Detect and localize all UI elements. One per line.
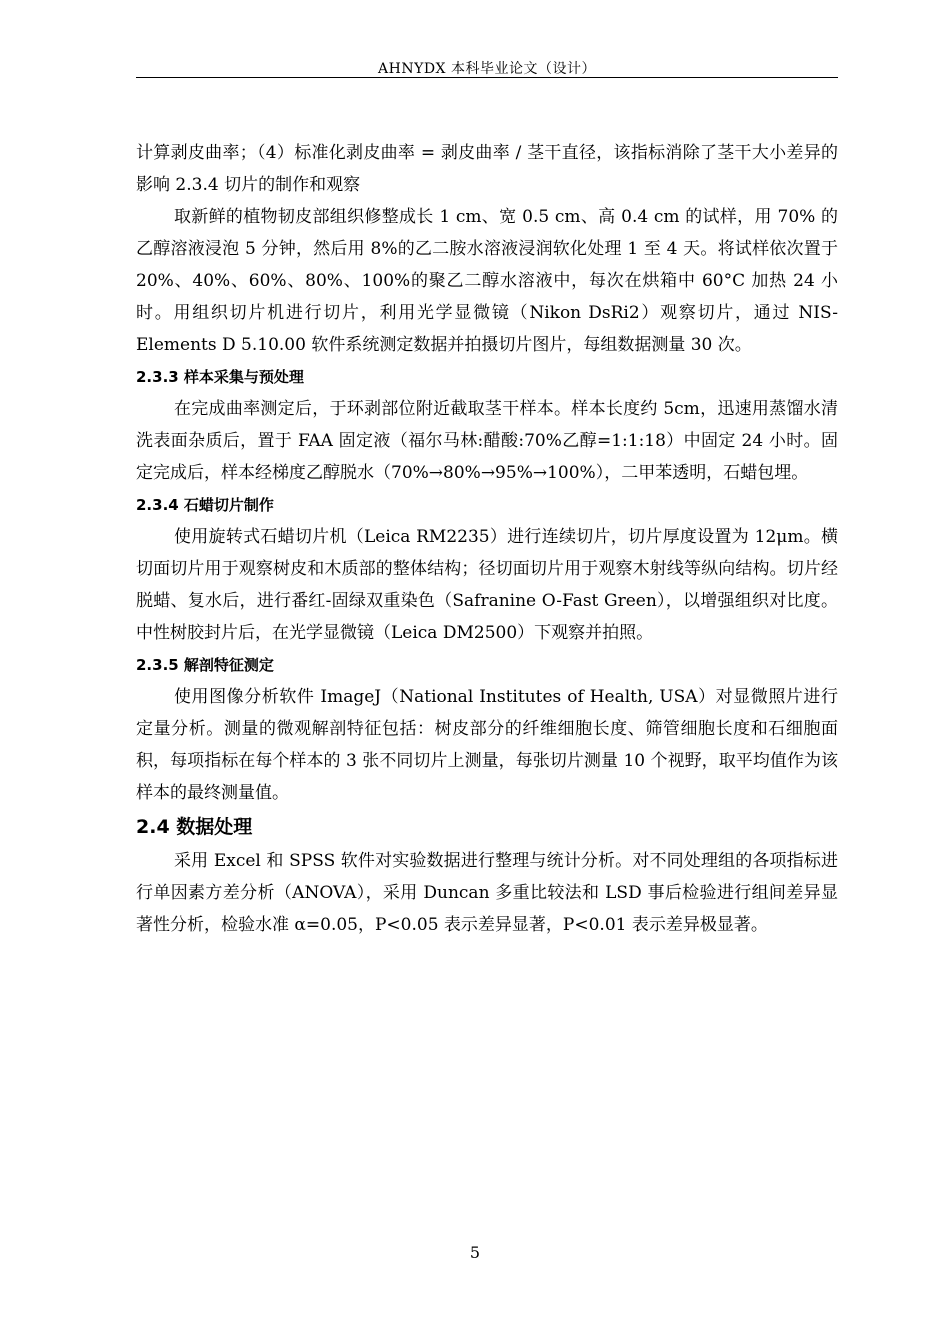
section-heading-2-3-3: 2.3.3 样本采集与预处理 bbox=[136, 368, 304, 386]
section-heading-2-3-4: 2.3.4 石蜡切片制作 bbox=[136, 496, 274, 514]
section-heading-2-4: 2.4 数据处理 bbox=[136, 816, 253, 838]
paragraph-paraffin-section: 使用旋转式石蜡切片机（Leica RM2235）进行连续切片，切片厚度设置为 12μm。横切面切片用于观察树皮和木质部的整体结构；径切面切片用于观察木射线等纵向结构。切片经脱蜡、复水后，进行番红-固绿双重染色（Safranine O-Fast Green），以增强组织对比度。中性树胶封片后，在光学显微镜（Leica DM2500）下观察并拍照。 bbox=[136, 527, 838, 643]
section-heading-2-3-5: 2.3.5 解剖特征测定 bbox=[136, 656, 274, 674]
paragraph-intro: 计算剥皮曲率；（4）标准化剥皮曲率 = 剥皮曲率 / 茎干直径，该指标消除了茎干大小差异的影响 2.3.4 切片的制作和观察 bbox=[136, 143, 838, 195]
paragraph-slice-method: 取新鲜的植物韧皮部组织修整成长 1 cm、宽 0.5 cm、高 0.4 cm 的试样，用 70% 的乙醇溶液浸泡 5 分钟，然后用 8%的乙二胺水溶液浸润软化处理 1 至 4 天。将试样依次置于 20%、40%、60%、80%、100%的聚乙二醇水溶液中，每次在烘箱中 60°C 加热 24 小时。用组织切片机进行切片，利用光学显微镜（Nikon DsRi2）观察切片，通过 NIS-Elements D 5.10.00 软件系统测定数据并拍摄切片图片，每组数据测量 30 次。 bbox=[136, 207, 838, 355]
page-body bbox=[136, 137, 838, 941]
paragraph-sample-collection: 在完成曲率测定后，于环剥部位附近截取茎干样本。样本长度约 5cm，迅速用蒸馏水清洗表面杂质后，置于 FAA 固定液（福尔马林:醋酸:70%乙醇=1:1:18）中固定 24 小时。固定完成后，样本经梯度乙醇脱水（70%→80%→95%→100%），二甲苯透明，石蜡包埋。 bbox=[136, 399, 838, 483]
page-number: 5 bbox=[469, 1243, 481, 1262]
paragraph-anatomy-measurement: 使用图像分析软件 ImageJ（National Institutes of Health, USA）对显微照片进行定量分析。测量的微观解剖特征包括：树皮部分的纤维细胞长度、筛管细胞长度和石细胞面积，每项指标在每个样本的 3 张不同切片上测量，每张切片测量 10 个视野，取平均值作为该样本的最终测量值。 bbox=[136, 687, 838, 803]
header-divider bbox=[136, 77, 838, 78]
running-header: AHNYDX 本科毕业论文（设计） bbox=[378, 61, 596, 77]
paragraph-data-processing: 采用 Excel 和 SPSS 软件对实验数据进行整理与统计分析。对不同处理组的各项指标进行单因素方差分析（ANOVA），采用 Duncan 多重比较法和 LSD 事后检验进行组间差异显著性分析，检验水准 α=0.05，P<0.05 表示差异显著，P<0.01 表示差异极显著。 bbox=[136, 851, 838, 935]
